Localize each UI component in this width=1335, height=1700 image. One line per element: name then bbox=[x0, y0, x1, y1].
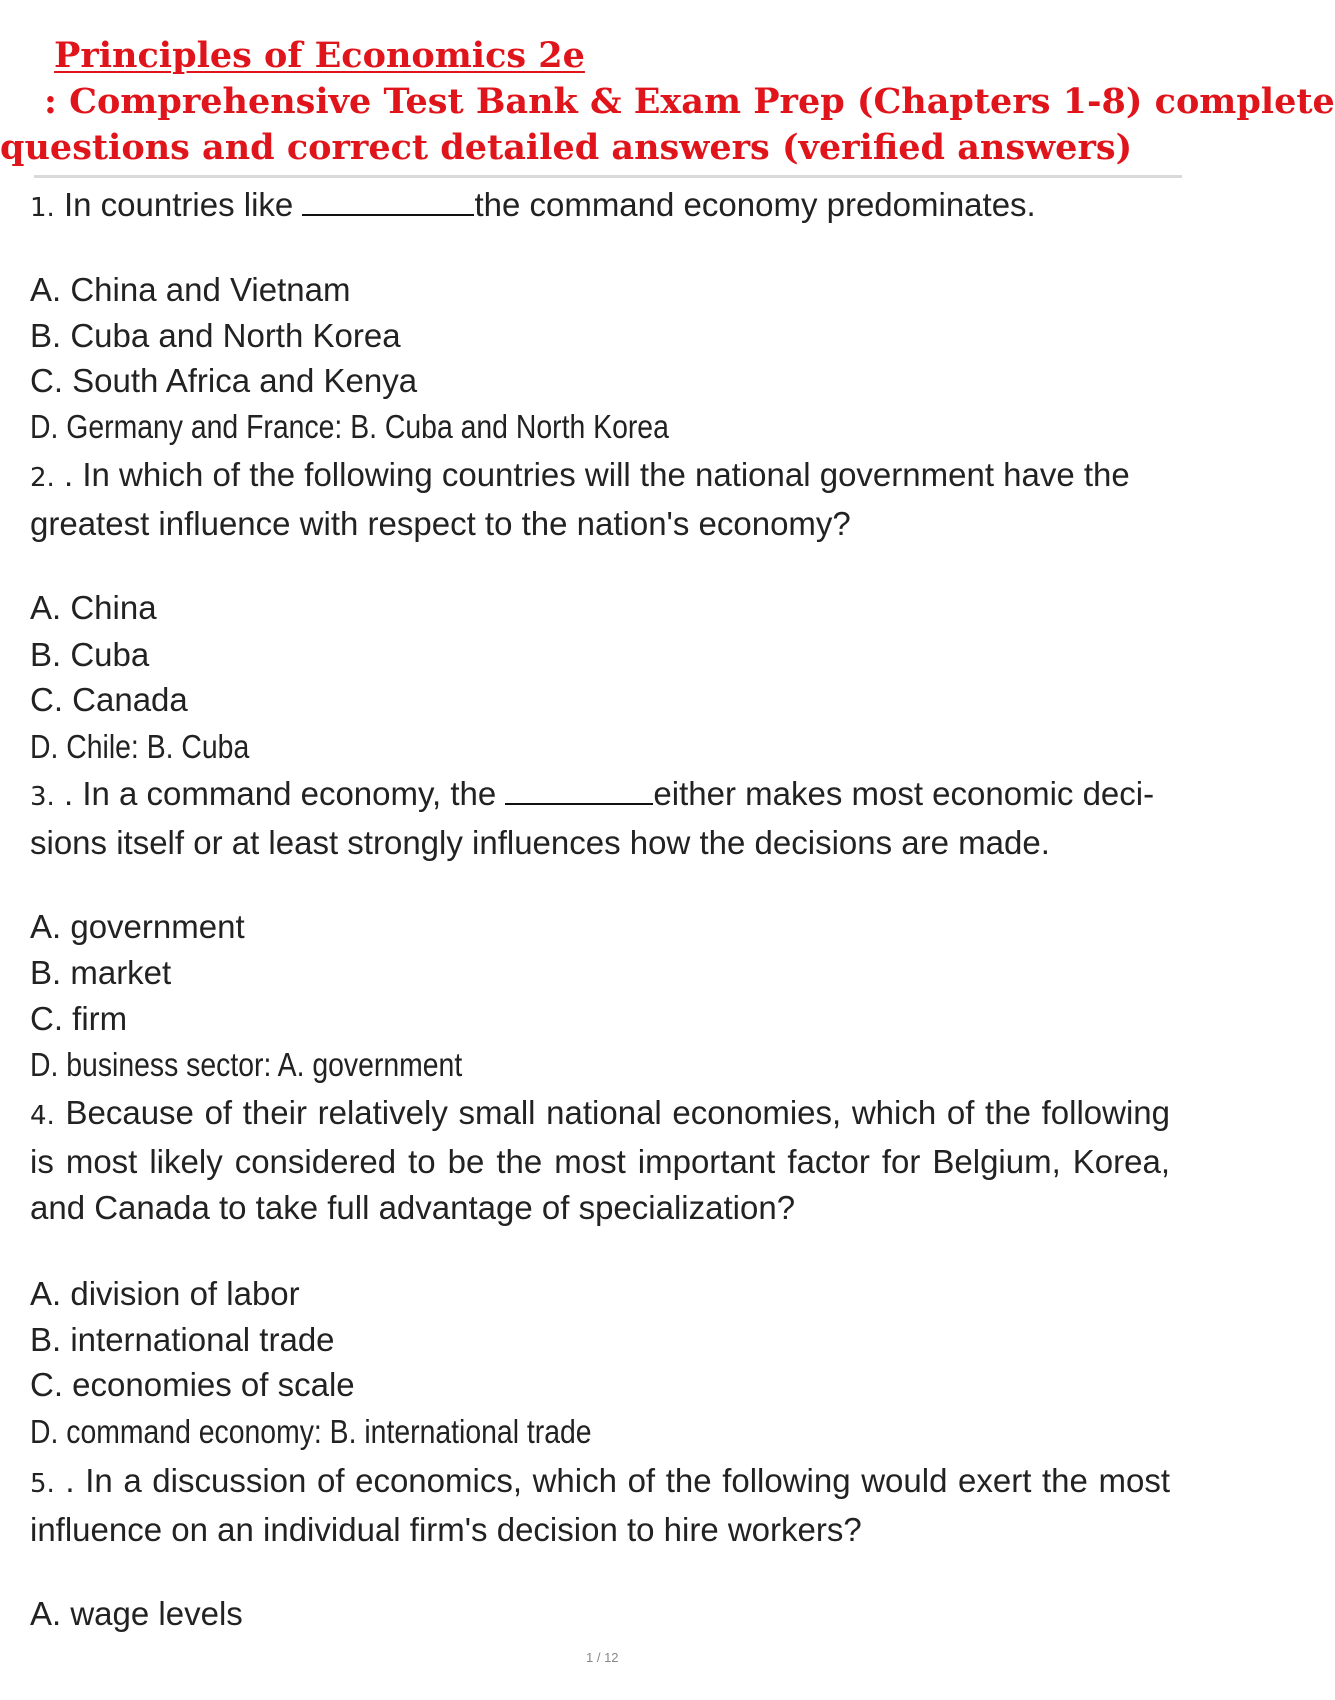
option-b: B. market bbox=[30, 954, 172, 991]
question-number: 5. bbox=[30, 1469, 55, 1499]
answer-line bbox=[30, 727, 285, 767]
answer-line bbox=[30, 1045, 533, 1085]
answer-text: D. business sector: A. government bbox=[30, 1046, 463, 1083]
question-number: 3. bbox=[30, 782, 55, 812]
option-c: C. Canada bbox=[30, 681, 188, 718]
option-c: C. firm bbox=[30, 1000, 128, 1037]
page-number: 1 / 12 bbox=[586, 1650, 619, 1665]
document-subtitle-line-1: : Comprehensive Test Bank & Exam Prep (Chapters 1-8) complete bbox=[44, 81, 1335, 122]
option-b: B. Cuba and North Korea bbox=[30, 317, 401, 354]
fill-in-blank bbox=[505, 775, 653, 805]
answer-line bbox=[30, 407, 773, 447]
question-stem-part-2: the command economy predominates. bbox=[474, 186, 1036, 223]
option-a: A. division of labor bbox=[30, 1275, 300, 1312]
option-a: A. wage levels bbox=[30, 1595, 243, 1632]
option-b: B. international trade bbox=[30, 1321, 335, 1358]
answer-text: D. Germany and France: B. Cuba and North Korea bbox=[30, 408, 669, 445]
fill-in-blank bbox=[302, 186, 474, 216]
option-a: A. China and Vietnam bbox=[30, 271, 351, 308]
question-stem: . In which of the following countries will the national government have the greatest influence with respect to the nation's economy? bbox=[30, 456, 1130, 542]
question-3 bbox=[30, 771, 1170, 866]
question-4 bbox=[30, 1090, 1170, 1231]
document-title: Principles of Economics 2e bbox=[54, 35, 585, 76]
question-stem-part-1: In countries like bbox=[54, 186, 303, 223]
document-subtitle-line-2: questions and correct detailed answers (verified answers) bbox=[0, 127, 1133, 168]
question-number: 2. bbox=[30, 463, 55, 493]
option-c: C. South Africa and Kenya bbox=[30, 362, 418, 399]
question-5 bbox=[30, 1458, 1170, 1553]
answer-line bbox=[30, 1412, 683, 1452]
option-a: A. China bbox=[30, 589, 157, 626]
question-1 bbox=[30, 182, 1170, 231]
option-a: A. government bbox=[30, 908, 245, 945]
question-2 bbox=[30, 452, 1170, 547]
question-number: 1. bbox=[30, 193, 55, 223]
answer-text: D. Chile: B. Cuba bbox=[30, 728, 250, 765]
title-divider bbox=[34, 175, 1182, 178]
question-stem-part-2: either makes most economic deci- sions itself or at least strongly influences how the decisions are made. bbox=[30, 775, 1155, 861]
option-c: C. economies of scale bbox=[30, 1366, 355, 1403]
question-stem: Because of their relatively small national economies, which of the following is most likely considered to be the most important factor for Belgium, Korea, and Canada to take full advantage of specialization? bbox=[30, 1094, 1170, 1226]
question-number: 4. bbox=[30, 1101, 55, 1131]
option-b: B. Cuba bbox=[30, 636, 150, 673]
answer-text: D. command economy: B. international trade bbox=[30, 1413, 592, 1450]
question-stem: . In a discussion of economics, which of the following would exert the most influence on an individual firm's decision to hire workers? bbox=[30, 1462, 1170, 1548]
question-stem-part-1: . In a command economy, the bbox=[54, 775, 506, 812]
